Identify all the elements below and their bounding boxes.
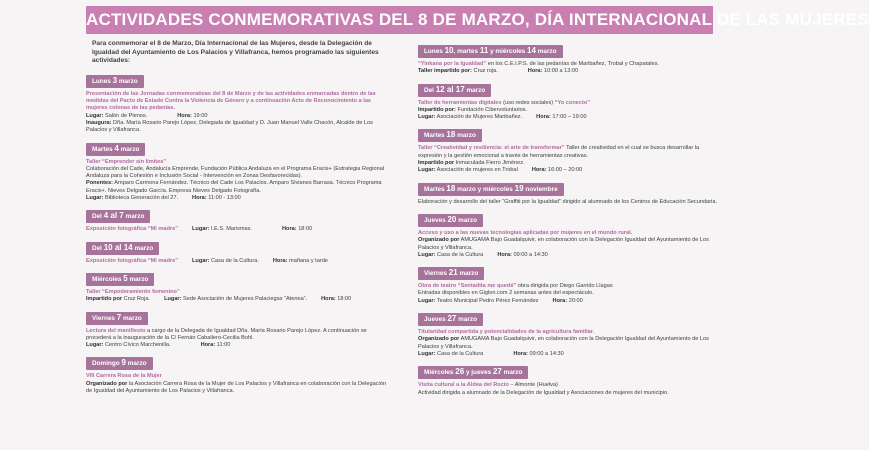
event-title: Titularidad compartida y potencialidades de la agricultura familiar. (418, 329, 595, 336)
intro-text: Para conmemorar el 8 de Marzo, Día Internacional de las Mujeres, desde la Delegación de Igualdad del Ayuntamiento de Los Palacios y Villafranca, hemos programado las siguientes actividades: (92, 40, 379, 65)
event-del-10-al-14: Del 10 al 14 marzo Exposición fotográfica “Mi madre” Lugar: Casa de la Cultura. Hora: mañana y tarde (86, 242, 328, 264)
date-badge: Miércoles 26 y jueves 27 marzo (418, 366, 528, 379)
date-badge: Miércoles 5 marzo (86, 273, 154, 286)
date-badge: Lunes 10, martes 11 y miércoles 14 marzo (418, 45, 563, 58)
date-badge: Jueves 27 marzo (418, 313, 483, 326)
date-badge: Martes 4 marzo (86, 143, 145, 156)
event-title: Taller “Empoderamiento femenino” (86, 288, 180, 295)
event-description: Elaboración y desarrollo del taller “Graffiti por la Igualdad” dirigido al alumnado de los Centros de Educación Secundaria. (418, 198, 718, 205)
event-miercoles-26-jueves-27: Miércoles 26 y jueves 27 marzo Visita cultural a la Aldea del Rocío – Almonte (Huelva) Actividad dirigida a alumnado de la Delegación de Igualdad y Asociaciones de mujeres del municipio. (418, 361, 718, 397)
event-description: Presentación de las Jornadas conmemorativas del 8 de Marzo y de las actividades enmarcadas dentro de las medidas del Pacto de Estado Contra la Violencia de Género y a continuación Acto de Reconocimiento a las mujeres colonas de las pedanías. (86, 90, 376, 112)
date-badge: Del 12 al 17 marzo (418, 84, 491, 97)
event-viernes-21: Viernes 21 marzo Obra de teatro “Sentadita me quedé” obra dirigida por Diego Garrido Llagas Entradas disponibles en Giglon.com 2 semanas antes del espectáculo. Lugar: Teatro Municipal Pedro Pérez Fernández Hora: 20:00 (418, 262, 718, 305)
event-viernes-7: Viernes 7 marzo Lectura del manifiesto a cargo de la Delegada de Igualdad Dña. María Rosario Parejo López. A continuación se procederá a la inauguración de la C/ Fernán Caballero-Cecilia Bohl. Lugar: Centro Cívico Marchenilla. Hora: 11:00 (86, 312, 367, 349)
event-jueves-27: Jueves 27 marzo Titularidad compartida y potencialidades de la agricultura familiar. Organizado por AMUGAMA Bajo Guadalquivir, en colaboración con la Delegación Igualdad del Ayuntamiento de Los Palacios y Villafranca. Lugar: Casa de la Cultura Hora: 09:00 a 14:30 (418, 308, 718, 358)
event-martes-4: Martes 4 marzo Taller “Emprender sin límites” Colaboración del Cade, Andalucía Emprende, Fundación Pública Andaluza en el Programa Eracis+ (Estrategia Regional Andaluza para la Cohesión e Inclusión Social - Intervención en Zonas Desfavorecidas). Ponentes: Amparo Carmona Fernández. Técnico del Cade Los Palacios. Amparo Sivianes Barrasa. Técnico Programa Eracis+. Nieves Delgado García. Empresa Nieves Delgado Fotografía. Lugar: Biblioteca Generación del 27. Hora: 11:00 - 13:00 (86, 138, 392, 203)
date-badge: Viernes 7 marzo (86, 312, 148, 325)
event-del-12-al-17: Del 12 al 17 marzo Taller de herramientas digitales (uso redes sociales) “Yo conecto” Impartido por: Fundación Cibervoluntarios. Lugar: Asociación de Mujeres Maribañez. Hora: 17:00 – 19:00 (418, 84, 591, 121)
event-domingo-9: Domingo 9 marzo VIII Carrera Rosa de la Mujer Organizado por la Asociación Carrera Rosa de la Mujer de Los Palacios y Villafranca en colaboración con la Delegación de Igualdad del Ayuntamiento de Los Palacios y Villafranca. (86, 352, 392, 395)
event-lunes-3: Lunes 3 marzo Presentación de las Jornadas conmemorativas del 8 de Marzo y de las actividades enmarcadas dentro de las medidas del Pacto de Estado Contra la Violencia de Género y a continuación Acto de Reconocimiento a las mujeres colonas de las pedanías. Lugar: Salón de Plenos. Hora: 19:00 Inaugura: Dña. María Rosario Parejo López, Delegada de Igualdad y D. Juan Manuel Valle Chacón, Alcalde de Los Palacios y Villafranca. (86, 70, 392, 135)
event-del-4-al-7: Del 4 al 7 marzo Exposición fotográfica “Mi madre” Lugar: I.E.S. Marismas. Hora: 18:00 (86, 211, 313, 233)
event-lunes-10: Lunes 10, martes 11 y miércoles 14 marzo “Yinkana por la Igualdad” en los C.E.I.P.S. de las pedanías de Maribañez, Trobal y Chapatales. Taller impartido por: Cruz roja. Hora: 10:00 a 13:00 (418, 46, 659, 75)
date-badge: Viernes 21 marzo (418, 267, 484, 280)
event-title: Acceso y uso a las nuevas tecnologías aplicadas por mujeres en el mundo rural. (418, 229, 633, 236)
date-badge: Martes 18 marzo (418, 129, 482, 142)
date-badge: Martes 18 marzo y miércoles 19 noviembre (418, 183, 564, 196)
event-jueves-20: Jueves 20 marzo Acceso y uso a las nuevas tecnologías aplicadas por mujeres en el mundo rural. Organizado por AMUGAMA Bajo Guadalquivir, en colaboración con la Delegación Igualdad del Ayuntamiento de Los Palacios y Villafranca. Lugar: Casa de la Cultura Hora: 09:00 a 14:30 (418, 209, 718, 259)
event-martes-18: Martes 18 marzo Taller “Creatividad y resiliencia: el arte de transformar” Taller de creatividad en el cual se busca desarrollar la expresión y la gestión emocional a través de herramientas creativas. Impartido por Inmaculada Fierro Jiménez. Lugar: Asociación de mujeres en Trobal Hora: 16:00 – 20:00 (418, 130, 700, 174)
right-column (418, 40, 718, 400)
date-badge: Del 10 al 14 marzo (86, 242, 159, 255)
date-badge: Jueves 20 marzo (418, 214, 483, 227)
event-description: Colaboración del Cade, Andalucía Emprende, Fundación Pública Andaluza en el Programa Eracis+ (Estrategia Regional Andaluza para la Cohesión e Inclusión Social - Intervención en Zonas Desfavorecidas). (86, 165, 385, 180)
page-title: ACTIVIDADES CONMEMORATIVAS DEL 8 DE MARZO, DÍA INTERNACIONAL DE LAS MUJERES (86, 6, 713, 34)
event-note: Entradas disponibles en Giglon.com 2 semanas antes del espectáculo. (418, 290, 594, 297)
event-description: Actividad dirigida a alumnado de la Delegación de Igualdad y Asociaciones de mujeres del municipio. (418, 389, 669, 396)
date-badge: Lunes 3 marzo (86, 75, 144, 88)
event-miercoles-5: Miércoles 5 marzo Taller “Empoderamiento femenino” Impartido por Cruz Roja. Lugar: Sede Asociación de Mujeres Palaciegas “Atenea”. Hora: 18:00 (86, 268, 392, 304)
date-badge: Del 4 al 7 marzo (86, 210, 150, 223)
event-title: VIII Carrera Rosa de la Mujer (86, 373, 162, 380)
left-column (86, 40, 392, 398)
event-title: Taller “Emprender sin límites” (86, 158, 167, 165)
event-martes-18-miercoles-19 (418, 178, 718, 206)
date-badge: Domingo 9 marzo (86, 357, 153, 370)
